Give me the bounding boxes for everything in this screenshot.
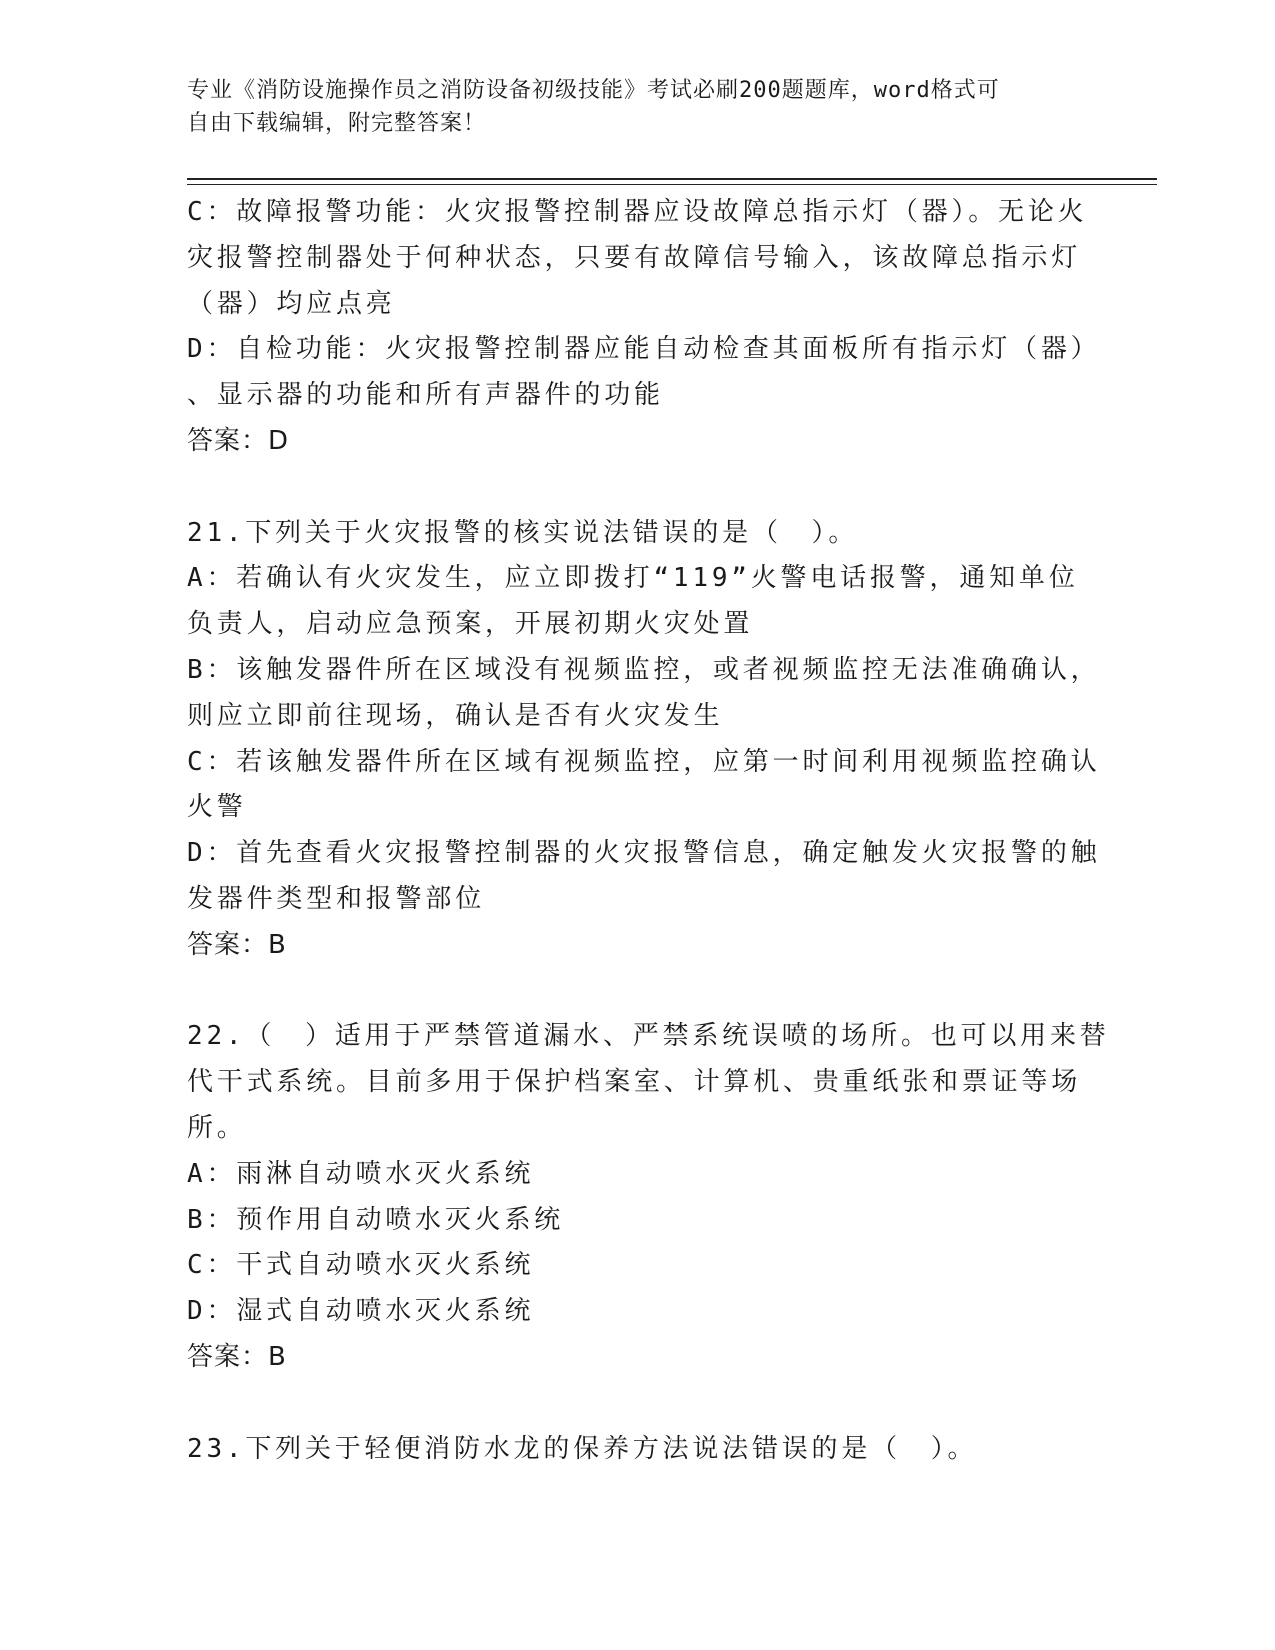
option-line: D：首先查看火灾报警控制器的火灾报警信息，确定触发火灾报警的触 [187,838,1101,869]
option-line: 火警 [187,792,247,823]
option-line: 、显示器的功能和所有声器件的功能 [187,380,664,411]
option-line: 负责人，启动应急预案，开展初期火灾处置 [187,609,754,640]
question-stem: 代干式系统。目前多用于保护档案室、计算机、贵重纸张和票证等场 [187,1067,1082,1098]
question-stem: 22.（ ）适用于严禁管道漏水、严禁系统误喷的场所。也可以用来替 [187,1021,1110,1052]
question-content [187,190,1110,1472]
answer-label: 答案：B [187,1341,287,1372]
option-c [187,740,1101,832]
spacer [187,465,1087,511]
question-stem: 23.下列关于轻便消防水龙的保养方法说法错误的是（ ）。 [187,1433,978,1464]
option-line: C：故障报警功能：火灾报警控制器应设故障总指示灯（器）。无论火 [187,197,1088,227]
option-line: C：若该触发器件所在区域有视频监控，应第一时间利用视频监控确认 [187,746,1101,777]
header-divider-thick [187,178,1157,180]
option-line: A：若确认有火灾发生，应立即拨打“119”火警电话报警，通知单位 [187,563,1079,594]
option-d [187,327,1101,419]
option-c [187,190,1087,327]
option-b: B：预作用自动喷水灭火系统 [187,1204,565,1235]
option-a [187,556,1087,648]
option-d: D：湿式自动喷水灭火系统 [187,1296,535,1327]
option-c: C：干式自动喷水灭火系统 [187,1250,535,1281]
header-line-2: 自由下载编辑，附完整答案！ [187,111,487,136]
question-stem: 所。 [187,1112,247,1143]
option-line: （器）均应点亮 [187,288,396,319]
header-line-1: 专业《消防设施操作员之消防设备初级技能》考试必刷200题题库，word格式可 [187,78,1000,103]
question-22 [187,1014,1110,1380]
header-divider-thin [187,184,1157,185]
option-line: D：自检功能：火灾报警控制器应能自动检查其面板所有指示灯（器） [187,334,1101,365]
option-b [187,648,1101,740]
spacer [187,969,1087,1015]
question-21 [187,511,1101,969]
document-header [187,74,1067,140]
spacer [187,1381,1087,1427]
question-stem: 21.下列关于火灾报警的核实说法错误的是（ ）。 [187,517,859,548]
answer-label: 答案：B [187,929,287,960]
question-23 [187,1427,1087,1473]
option-line: 则应立即前往现场，确认是否有火灾发生 [187,700,724,731]
option-d [187,831,1101,923]
question-20-tail [187,190,1101,465]
answer-label: 答案：D [187,425,290,456]
option-line: B：该触发器件所在区域没有视频监控，或者视频监控无法准确确认， [187,654,1101,685]
option-a: A：雨淋自动喷水灭火系统 [187,1158,535,1189]
option-line: 发器件类型和报警部位 [187,883,486,914]
option-line: 灾报警控制器处于何种状态，只要有故障信号输入，该故障总指示灯 [187,242,1082,273]
